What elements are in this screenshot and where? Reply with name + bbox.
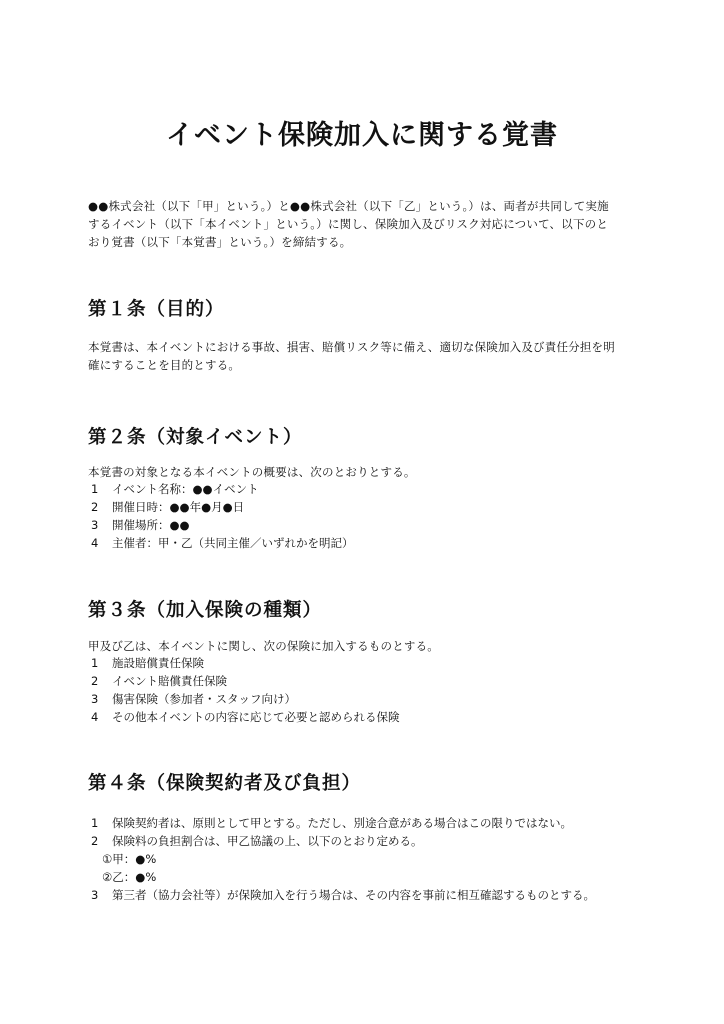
document-title: イベント保険加入に関する覚書 xyxy=(166,120,558,151)
article-2-heading: 第２条（対象イベント） xyxy=(88,427,303,448)
item-number: 2 xyxy=(91,674,99,688)
article-1-body-line: 本覚書は、本イベントにおける事故、損害、賠償リスク等に備え、適切な保険加入及び責任分担を明 xyxy=(88,340,615,354)
item-text: 第三者（協力会社等）が保険加入を行う場合は、その内容を事前に相互確認するものとする。 xyxy=(112,888,595,902)
article-2-intro: 本覚書の対象となる本イベントの概要は、次のとおりとする。 xyxy=(88,465,416,479)
preamble-line: ●●株式会社（以下「甲」という。）と●●株式会社（以下「乙」という。）は、両者が共同して実施 xyxy=(88,199,609,213)
item-number: 3 xyxy=(91,888,99,902)
list-item xyxy=(88,654,648,672)
article-4-heading: 第４条（保険契約者及び負担） xyxy=(88,773,362,794)
article-3-heading: 第３条（加入保険の種類） xyxy=(88,600,323,621)
item-number: 3 xyxy=(91,518,99,532)
list-item xyxy=(88,690,648,708)
item-text: 傷害保険（参加者・スタッフ向け） xyxy=(112,692,296,706)
item-number: 4 xyxy=(91,536,99,550)
list-item xyxy=(88,672,648,690)
article-1-heading: 第１条（目的） xyxy=(88,299,225,320)
list-item xyxy=(88,480,648,498)
subitem-text: ②乙：●% xyxy=(102,870,157,884)
list-item xyxy=(88,498,648,516)
subitem-text: ①甲：●% xyxy=(102,852,157,866)
preamble-line: するイベント（以下「本イベント」という。）に関し、保険加入及びリスク対応について、以下のと xyxy=(88,217,609,231)
article-2-list xyxy=(88,480,648,552)
item-text: 保険料の負担割合は、甲乙協議の上、以下のとおり定める。 xyxy=(112,834,423,848)
list-item xyxy=(88,832,648,850)
item-number: 1 xyxy=(91,482,99,496)
article-3-intro: 甲及び乙は、本イベントに関し、次の保険に加入するものとする。 xyxy=(88,639,439,653)
item-text: 主催者：甲・乙（共同主催／いずれかを明記） xyxy=(112,536,354,550)
list-item xyxy=(88,708,648,726)
preamble-line: おり覚書（以下「本覚書」という。）を締結する。 xyxy=(88,235,352,249)
item-number: 3 xyxy=(91,692,99,706)
item-text: 施設賠償責任保険 xyxy=(112,656,204,670)
item-text: イベント名称：●●イベント xyxy=(112,482,259,496)
article-4-list xyxy=(88,814,648,904)
list-subitem xyxy=(88,868,648,886)
item-number: 4 xyxy=(91,710,99,724)
article-1-body-line: 確にすることを目的とする。 xyxy=(88,358,241,372)
item-text: 保険契約者は、原則として甲とする。ただし、別途合意がある場合はこの限りではない。 xyxy=(112,816,572,830)
item-number: 1 xyxy=(91,816,99,830)
item-number: 2 xyxy=(91,500,99,514)
article-1-body xyxy=(88,338,648,374)
item-text: イベント賠償責任保険 xyxy=(112,674,227,688)
item-number: 2 xyxy=(91,834,99,848)
item-text: 開催日時：●●年●月●日 xyxy=(112,500,245,514)
preamble xyxy=(88,197,648,251)
list-item xyxy=(88,534,648,552)
list-item xyxy=(88,814,648,832)
list-item xyxy=(88,516,648,534)
item-number: 1 xyxy=(91,656,99,670)
article-3-list xyxy=(88,654,648,726)
item-text: 開催場所：●● xyxy=(112,518,190,532)
list-subitem xyxy=(88,850,648,868)
list-item xyxy=(88,886,648,904)
item-text: その他本イベントの内容に応じて必要と認められる保険 xyxy=(112,710,400,724)
